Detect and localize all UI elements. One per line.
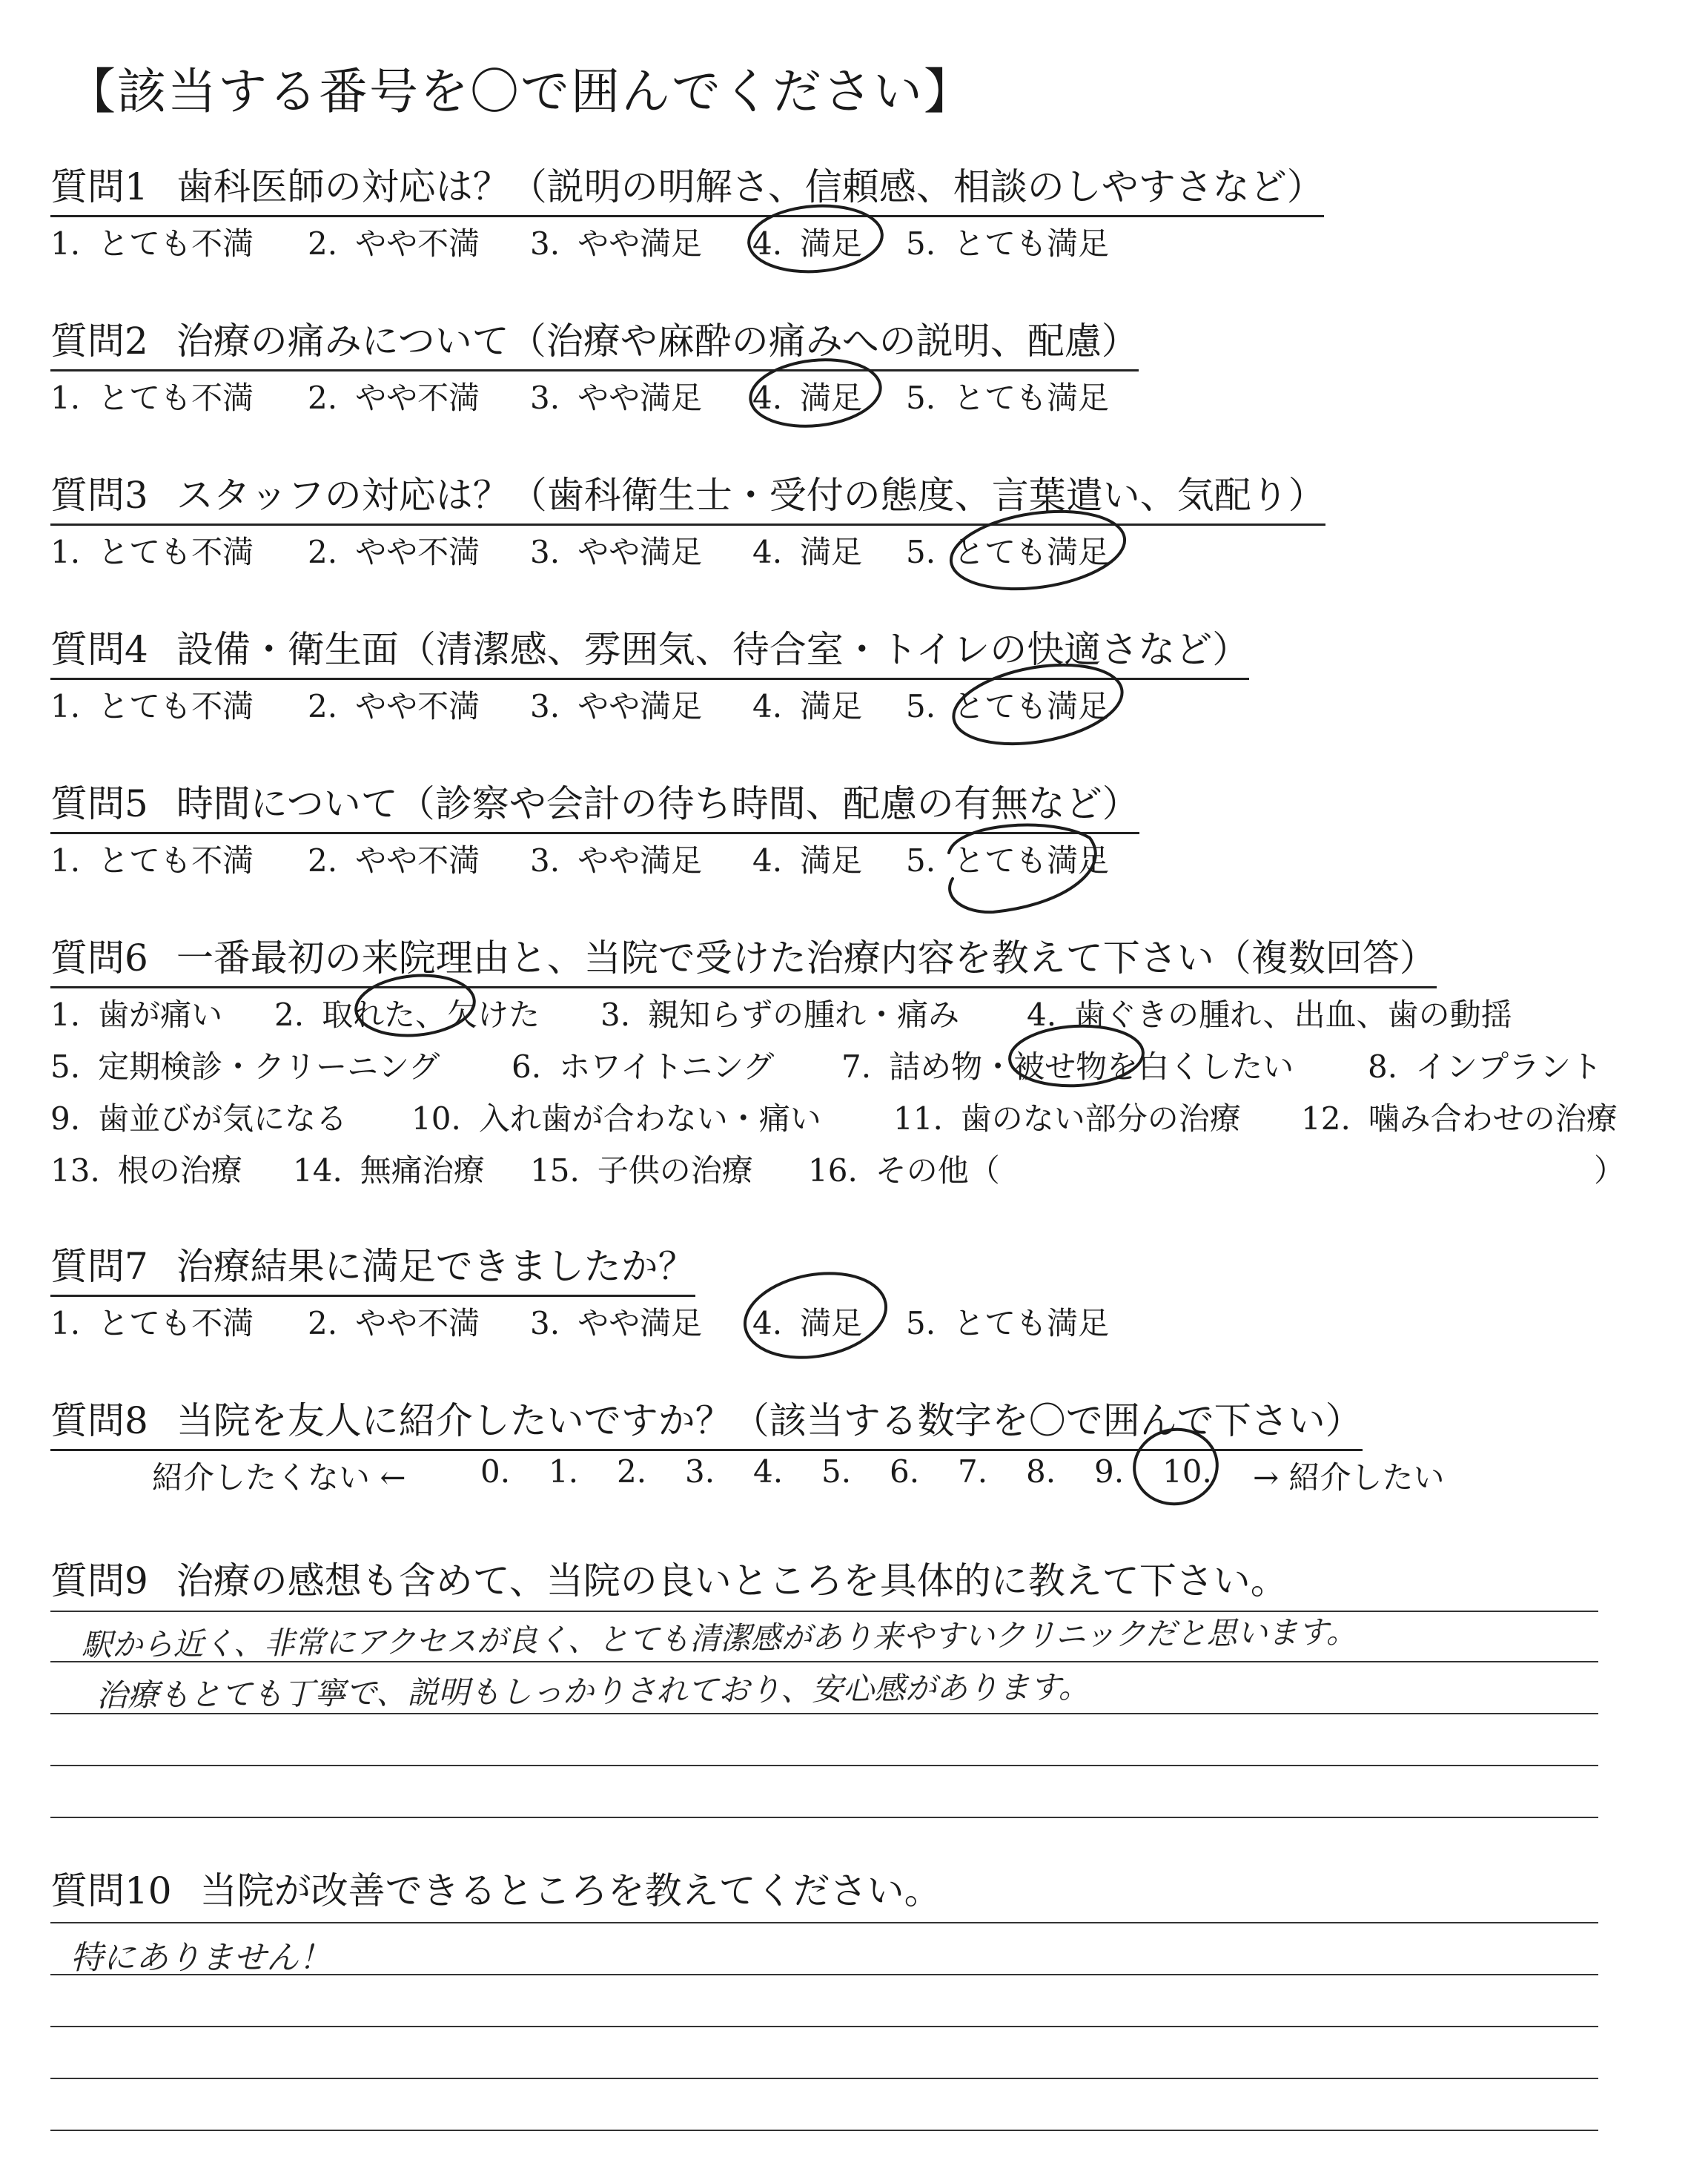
question-5-option-2[interactable]: 2. やや不満 <box>308 842 480 879</box>
question-8-num-4[interactable]: 4. <box>753 1453 784 1490</box>
question-3-option-4[interactable]: 4. 満足 <box>752 534 863 570</box>
question-6-option-14[interactable]: 14. 無痛治療 <box>293 1152 485 1189</box>
question-8 <box>50 1391 1363 1451</box>
question-3-option-5[interactable]: 5. とても満足 <box>906 534 1110 570</box>
question-8-num-3[interactable]: 3. <box>685 1453 715 1490</box>
question-8-left-label: 紹介したくない ← <box>152 1459 406 1496</box>
answer-line <box>50 2026 1598 2027</box>
question-6-option-7[interactable]: 7. 詰め物・被せ物を白くしたい <box>841 1048 1294 1085</box>
question-5-option-3[interactable]: 3. やや満足 <box>530 842 703 879</box>
question-2-number: 質問2 <box>50 320 148 363</box>
question-5-option-5[interactable]: 5. とても満足 <box>906 842 1110 879</box>
question-8-num-8[interactable]: 8. <box>1026 1453 1056 1490</box>
question-6 <box>50 928 1437 988</box>
question-7-text: 治療結果に満足できましたか？ <box>176 1245 695 1288</box>
question-6-option-4[interactable]: 4. 歯ぐきの腫れ、出血、歯の動揺 <box>1027 997 1512 1033</box>
question-4-option-2[interactable]: 2. やや不満 <box>308 688 480 724</box>
question-6-number: 質問6 <box>50 937 148 980</box>
question-6-text: 一番最初の来院理由と、当院で受けた治療内容を教えて下さい（複数回答） <box>176 937 1437 980</box>
question-6-option-12[interactable]: 12. 噛み合わせの治療 <box>1301 1100 1618 1137</box>
question-6-option-11[interactable]: 11. 歯のない部分の治療 <box>893 1100 1241 1137</box>
question-8-num-6[interactable]: 6. <box>890 1453 920 1490</box>
question-4-text: 設備・衛生面（清潔感、雰囲気、待合室・トイレの快適さなど） <box>176 628 1250 671</box>
question-1-option-4[interactable]: 4. 満足 <box>752 225 863 262</box>
question-7-option-1[interactable]: 1. とても不満 <box>50 1305 254 1341</box>
question-4-option-1[interactable]: 1. とても不満 <box>50 688 254 724</box>
answer-line <box>50 1765 1598 1766</box>
question-7-option-5[interactable]: 5. とても満足 <box>906 1305 1110 1341</box>
question-6-option-8[interactable]: 8. インプラント <box>1368 1048 1603 1085</box>
option-1[interactable]: とても不満 <box>98 225 254 262</box>
question-3-number: 質問3 <box>50 474 148 517</box>
question-7-option-3[interactable]: 3. やや満足 <box>530 1305 703 1341</box>
question-8-num-5[interactable]: 5. <box>821 1453 852 1490</box>
question-2-option-4[interactable]: 4. 満足 <box>752 380 863 416</box>
question-5-text: 時間について（診察や会計の待ち時間、配慮の有無など） <box>176 782 1139 825</box>
question-2-text: 治療の痛みについて（治療や麻酔の痛みへの説明、配慮） <box>176 320 1139 363</box>
answer-line <box>50 1611 1598 1612</box>
question-8-num-7[interactable]: 7. <box>958 1453 988 1490</box>
question-9-text: 治療の感想も含めて、当院の良いところを具体的に教えて下さい。 <box>176 1559 1288 1602</box>
question-9 <box>50 1551 1288 1605</box>
question-1 <box>50 157 1324 217</box>
question-2-option-1[interactable]: 1. とても不満 <box>50 380 254 416</box>
question-5-option-4[interactable]: 4. 満足 <box>752 842 863 879</box>
question-2-option-3[interactable]: 3. やや満足 <box>530 380 703 416</box>
question-1-options: 1. とても不満 <box>50 225 254 262</box>
question-8-num-9[interactable]: 9. <box>1094 1453 1125 1490</box>
question-4-number: 質問4 <box>50 628 148 671</box>
answer-line <box>50 1922 1598 1923</box>
question-7-option-4[interactable]: 4. 満足 <box>752 1305 863 1341</box>
question-2 <box>50 311 1139 371</box>
question-5 <box>50 774 1139 834</box>
question-8-text: 当院を友人に紹介したいですか？（該当する数字を〇で囲んで下さい） <box>176 1399 1363 1442</box>
question-6-option-10[interactable]: 10. 入れ歯が合わない・痛い <box>411 1100 821 1137</box>
question-8-num-2[interactable]: 2. <box>617 1453 647 1490</box>
question-10-number: 質問10 <box>50 1869 172 1912</box>
question-6-option-16[interactable]: 16. その他（ <box>808 1152 1000 1189</box>
question-9-number: 質問9 <box>50 1559 148 1602</box>
question-3-option-3[interactable]: 3. やや満足 <box>530 534 703 570</box>
question-1-option-3[interactable]: 3. やや満足 <box>530 225 703 262</box>
question-8-num-0[interactable]: 0. <box>480 1453 511 1490</box>
question-8-num-1[interactable]: 1. <box>549 1453 579 1490</box>
question-6-option-15[interactable]: 15. 子供の治療 <box>530 1152 753 1189</box>
question-9-answer-line-1: 駅から近く、非常にアクセスが良く、とても清潔感があり来やすいクリニックだと思います。 <box>81 1613 1357 1663</box>
question-1-option-5[interactable]: 5. とても満足 <box>906 225 1110 262</box>
page-title: 【該当する番号を〇で囲んでください】 <box>67 63 974 120</box>
question-7-number: 質問7 <box>50 1245 148 1288</box>
question-5-option-1[interactable]: 1. とても不満 <box>50 842 254 879</box>
question-3 <box>50 466 1325 526</box>
question-4-option-4[interactable]: 4. 満足 <box>752 688 863 724</box>
question-3-text: スタッフの対応は？（歯科衛生士・受付の態度、言葉遣い、気配り） <box>176 474 1325 517</box>
answer-line <box>50 2130 1598 2131</box>
question-10-answer-line-1: 特にありません！ <box>70 1939 331 1977</box>
question-1-option-2[interactable]: 2. やや不満 <box>308 225 480 262</box>
question-6-option-9[interactable]: 9. 歯並びが気になる <box>50 1100 348 1137</box>
question-6-option-16-close: ） <box>1594 1152 1626 1189</box>
question-6-option-1[interactable]: 1. 歯が痛い <box>50 997 223 1033</box>
question-10 <box>50 1861 941 1915</box>
question-3-option-2[interactable]: 2. やや不満 <box>308 534 480 570</box>
question-6-option-2[interactable]: 2. 取れた、欠けた <box>274 997 540 1033</box>
question-8-number: 質問8 <box>50 1399 148 1442</box>
question-9-answer-line-2: 治療もとても丁寧で、説明もしっかりされており、安心感があります。 <box>96 1668 1090 1714</box>
question-6-option-13[interactable]: 13. 根の治療 <box>50 1152 242 1189</box>
question-6-option-6[interactable]: 6. ホワイトニング <box>512 1048 775 1085</box>
question-3-option-1[interactable]: 1. とても不満 <box>50 534 254 570</box>
question-10-text: 当院が改善できるところを教えてください。 <box>199 1869 941 1912</box>
question-4-option-5[interactable]: 5. とても満足 <box>906 688 1110 724</box>
question-2-option-2[interactable]: 2. やや不満 <box>308 380 480 416</box>
question-4-option-3[interactable]: 3. やや満足 <box>530 688 703 724</box>
question-1-text: 歯科医師の対応は？（説明の明解さ、信頼感、相談のしやすさなど） <box>176 165 1324 208</box>
question-6-option-3[interactable]: 3. 親知らずの腫れ・痛み <box>600 997 960 1033</box>
question-2-option-5[interactable]: 5. とても満足 <box>906 380 1110 416</box>
question-8-num-10[interactable]: 10. <box>1162 1453 1212 1490</box>
question-7-option-2[interactable]: 2. やや不満 <box>308 1305 480 1341</box>
answer-line <box>50 1817 1598 1818</box>
question-4 <box>50 620 1249 680</box>
answer-line <box>50 2078 1598 2079</box>
question-1-number: 質問1 <box>50 165 148 208</box>
question-7 <box>50 1237 695 1297</box>
question-8-right-label: → 紹介したい <box>1253 1459 1445 1496</box>
question-6-option-5[interactable]: 5. 定期検診・クリーニング <box>50 1048 440 1085</box>
question-5-number: 質問5 <box>50 782 148 825</box>
